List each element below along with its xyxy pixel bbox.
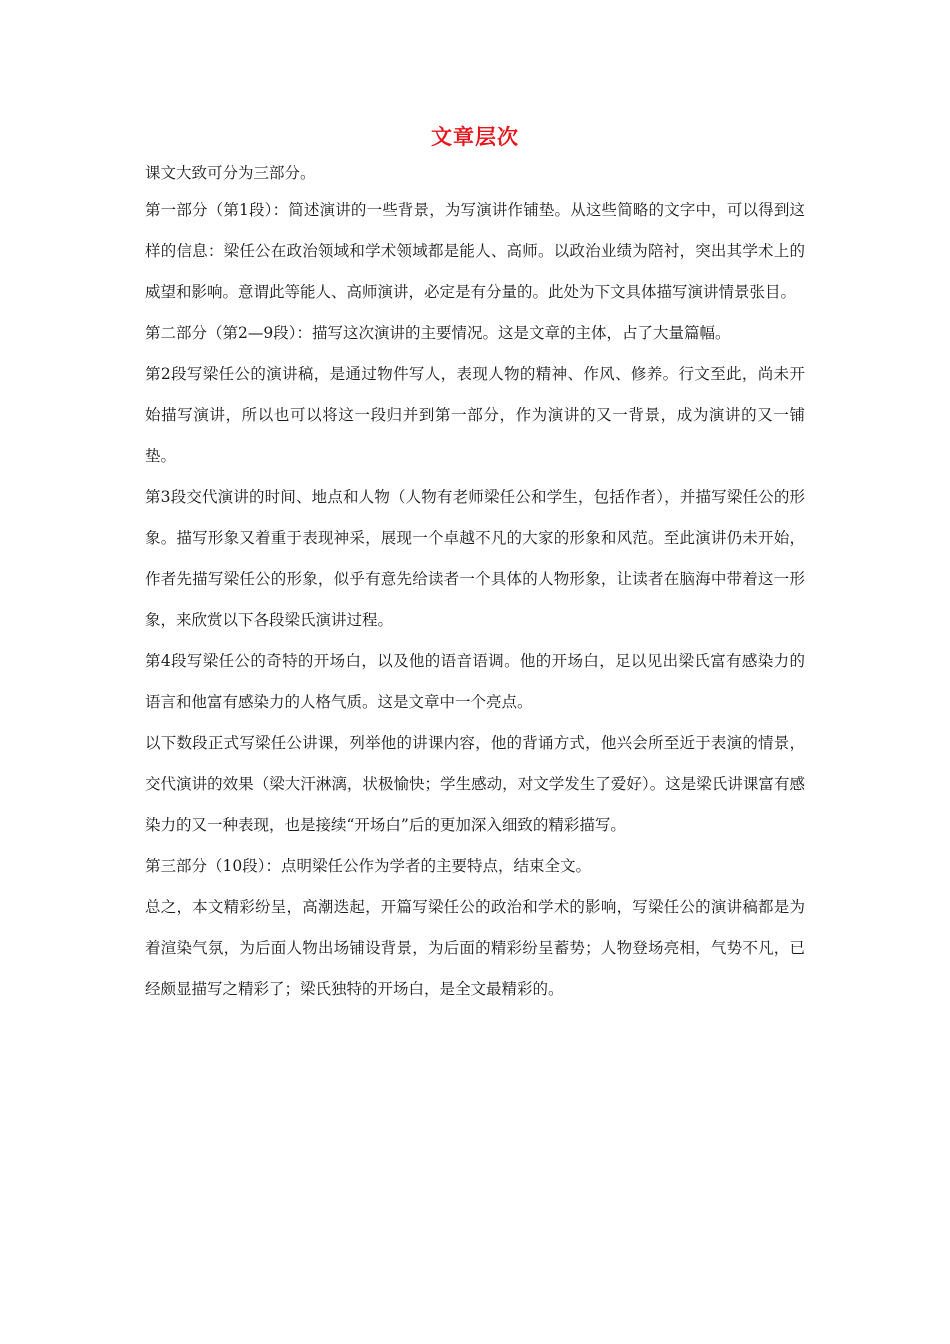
paragraph-section-2: 第2段写梁任公的演讲稿，是通过物件写人，表现人物的精神、作风、修养。行文至此，尚未开始描写演讲，所以也可以将这一段归并到第一部分，作为演讲的又一背景，成为演讲的又一铺垫。 xyxy=(145,365,805,465)
paragraph-intro: 课文大致可分为三部分。 xyxy=(145,164,316,182)
paragraph-section-4: 第4段写梁任公的奇特的开场白，以及他的语音语调。他的开场白，足以见出梁氏富有感染力的语言和他富有感染力的人格气质。这是文章中一个亮点。 xyxy=(145,652,805,711)
paragraph-part-one: 第一部分（第1段）：简述演讲的一些背景，为写演讲作铺垫。从这些简略的文字中，可以得到这样的信息：梁任公在政治领域和学术领域都是能人、高师。以政治业绩为陪衬，突出其学术上的威望和影响。意谓此等能人、高师演讲，必定是有分量的。此处为下文具体描写演讲情景张目。 xyxy=(145,201,805,301)
document-body xyxy=(145,118,805,1010)
paragraph-following-sections: 以下数段正式写梁任公讲课，列举他的讲课内容，他的背诵方式，他兴会所至近于表演的情景，交代演讲的效果（梁大汗淋漓，状极愉快；学生感动，对文学发生了爱好）。这是梁氏讲课富有感染力的又一种表现，也是接续“开场白”后的更加深入细致的精彩描写。 xyxy=(145,734,805,834)
paragraph-summary: 总之，本文精彩纷呈，高潮迭起，开篇写梁任公的政治和学术的影响，写梁任公的演讲稿都是为着渲染气氛，为后面人物出场铺设背景，为后面的精彩纷呈蓄势；人物登场亮相，气势不凡，已经颇显描写之精彩了；梁氏独特的开场白，是全文最精彩的。 xyxy=(145,898,805,998)
paragraph-part-two: 第二部分（第2—9段）：描写这次演讲的主要情况。这是文章的主体，占了大量篇幅。 xyxy=(145,324,731,342)
page-title: 文章层次 xyxy=(431,125,519,149)
paragraph-part-three: 第三部分（10段）：点明梁任公作为学者的主要特点，结束全文。 xyxy=(145,857,591,875)
paragraph-section-3: 第3段交代演讲的时间、地点和人物（人物有老师梁任公和学生，包括作者），并描写梁任公的形象。描写形象又着重于表现神采，展现一个卓越不凡的大家的形象和风范。至此演讲仍未开始，作者先描写梁任公的形象，似乎有意先给读者一个具体的人物形象，让读者在脑海中带着这一形象，来欣赏以下各段梁氏演讲过程。 xyxy=(145,488,805,629)
